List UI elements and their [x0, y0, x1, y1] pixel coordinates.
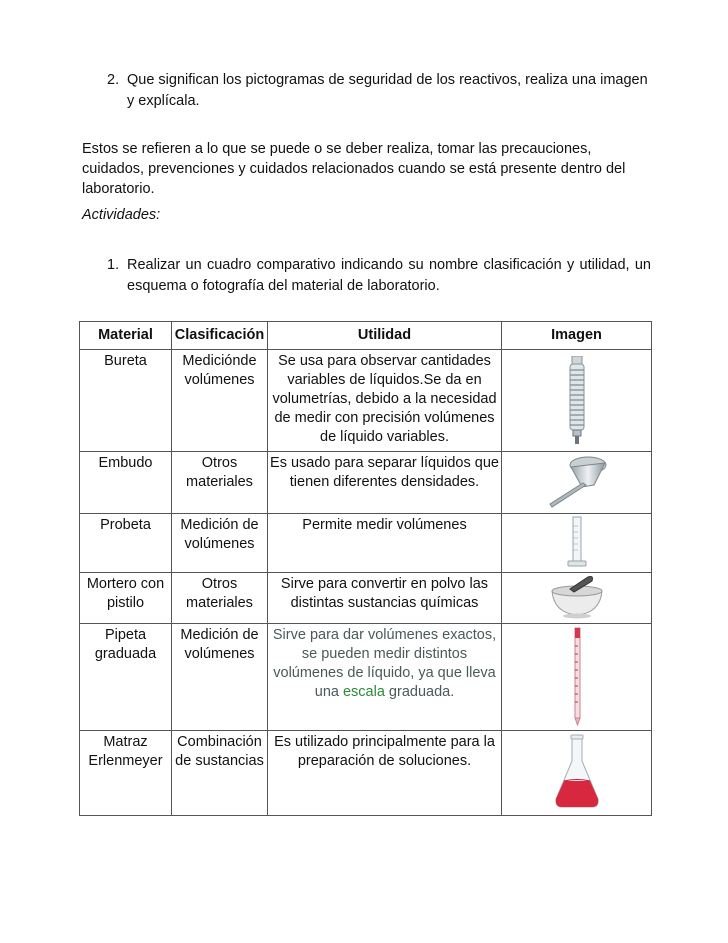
cell-material: Bureta [80, 350, 172, 452]
cell-imagen [502, 350, 652, 452]
cell-clasificacion: Medición de volúmenes [172, 514, 268, 573]
cell-utilidad: Es utilizado principalmente para la preparación de soluciones. [268, 731, 502, 816]
question-2-number: 2. [107, 72, 120, 88]
utilidad-text-end: graduada. [384, 684, 455, 700]
activities-heading: Actividades: [82, 207, 161, 223]
activity-1-number: 1. [107, 257, 120, 273]
table-row [80, 514, 652, 573]
question-2-text: Que significan los pictogramas de seguridad de los reactivos, realiza una imagen y explícala. [127, 72, 648, 109]
cell-clasificacion: Otros materiales [172, 573, 268, 624]
erlenmeyer-flask-image [552, 733, 602, 811]
table-header-row [80, 322, 652, 350]
table-row [80, 573, 652, 624]
cell-imagen [502, 514, 652, 573]
header-imagen: Imagen [502, 322, 652, 350]
header-material: Material [80, 322, 172, 350]
cell-utilidad: Es usado para separar líquidos que tienen diferentes densidades. [268, 452, 502, 514]
pipette-image [567, 626, 587, 726]
cell-imagen [502, 452, 652, 514]
cell-clasificacion: Medición de volúmenes [172, 624, 268, 731]
header-utilidad: Utilidad [268, 322, 502, 350]
header-clasificacion-label: Clasificación [174, 327, 265, 343]
table-row [80, 350, 652, 452]
table-row [80, 731, 652, 816]
cell-imagen [502, 624, 652, 731]
comparison-table [79, 321, 652, 816]
cell-utilidad: Se usa para observar cantidades variables de líquidos.Se da en volumetrías, debido a la necesidad de medir con precisión volúmenes de líquido variables. [268, 350, 502, 452]
graduated-cylinder-image [565, 516, 589, 568]
cell-utilidad [268, 624, 502, 731]
mortar-pestle-image [548, 575, 606, 619]
cell-clasificacion: Otros materiales [172, 452, 268, 514]
cell-utilidad: Sirve para convertir en polvo las distintas sustancias químicas [268, 573, 502, 624]
cell-material: Embudo [80, 452, 172, 514]
cell-material: Pipeta graduada [80, 624, 172, 731]
utilidad-text: Sirve para dar volúmenes exactos, se pueden medir distintos volúmenes de líquido, ya que lleva una [272, 627, 497, 700]
escala-link[interactable]: escala [342, 684, 385, 700]
cell-material: Probeta [80, 514, 172, 573]
cell-material: Mortero con pistilo [80, 573, 172, 624]
cell-material: Matraz Erlenmeyer [80, 731, 172, 816]
cell-clasificacion: Combinación de sustancias [172, 731, 268, 816]
header-clasificacion [172, 322, 268, 350]
burette-image [552, 356, 602, 444]
cell-utilidad: Permite medir volúmenes [268, 514, 502, 573]
cell-imagen [502, 573, 652, 624]
intro-paragraph: Estos se refieren a lo que se puede o se deber realiza, tomar las precauciones, cuidados, prevenciones y cuidados relacionados cuando se está presente dentro del laboratorio. [82, 141, 626, 197]
cell-clasificacion: Mediciónde volúmenes [172, 350, 268, 452]
table-row [80, 624, 652, 731]
table-row [80, 452, 652, 514]
funnel-image [542, 455, 612, 509]
activity-1-text: Realizar un cuadro comparativo indicando su nombre clasificación y utilidad, un esquema o fotografía del material de laboratorio. [127, 257, 651, 294]
cell-imagen [502, 731, 652, 816]
